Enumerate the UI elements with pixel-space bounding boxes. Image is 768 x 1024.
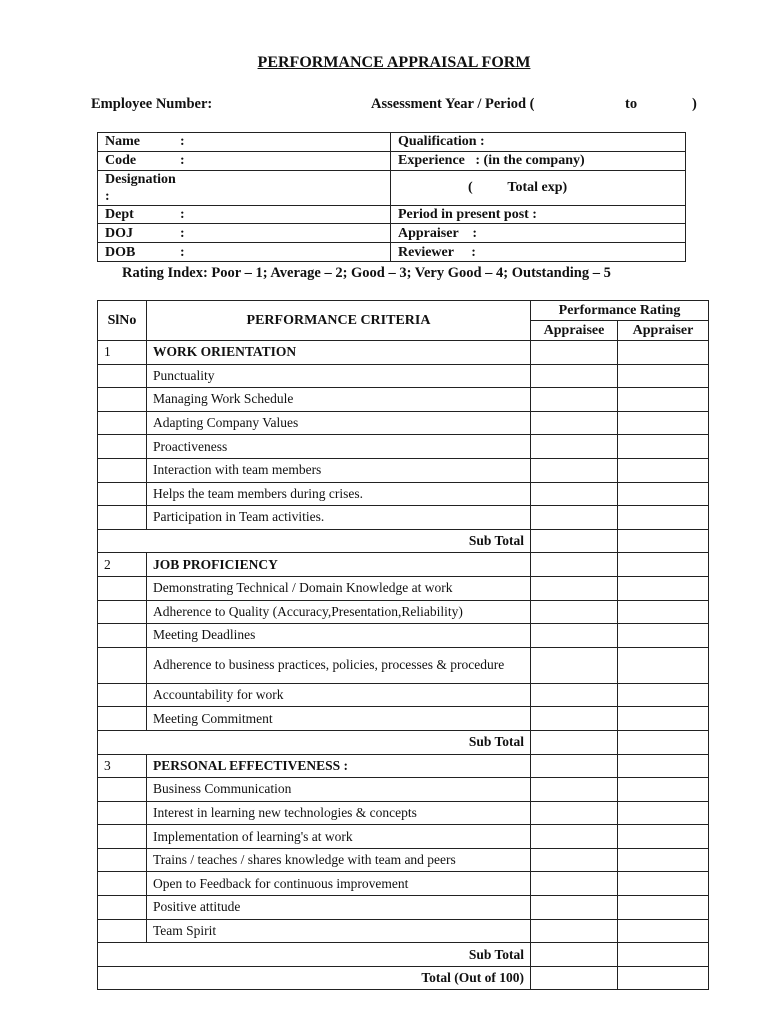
slno-cell: [98, 506, 147, 530]
appraiser-rating-cell[interactable]: [618, 919, 709, 943]
info-row: [98, 133, 686, 152]
appraisee-total-cell[interactable]: [531, 966, 618, 990]
info-left-cell[interactable]: [98, 133, 391, 152]
appraiser-rating-cell[interactable]: [618, 364, 709, 388]
slno-cell: [98, 411, 147, 435]
header-slno: SlNo: [98, 301, 147, 341]
appraisee-subtotal-cell[interactable]: [531, 529, 618, 553]
criteria-row: [98, 600, 709, 624]
info-label: Name: [105, 134, 140, 150]
appraiser-subtotal-cell[interactable]: [618, 730, 709, 754]
info-right-cell[interactable]: Qualification :: [391, 133, 686, 152]
section-name: WORK ORIENTATION: [147, 341, 531, 365]
criteria-name: Managing Work Schedule: [147, 388, 531, 412]
subtotal-label: Sub Total: [98, 730, 531, 754]
header-appraisee: Appraisee: [531, 321, 618, 341]
info-right-cell[interactable]: Reviewer :: [391, 243, 686, 262]
section-row: [98, 553, 709, 577]
section-name: JOB PROFICIENCY: [147, 553, 531, 577]
slno-cell: [98, 624, 147, 648]
appraiser-rating-cell[interactable]: [618, 388, 709, 412]
subtotal-label: Sub Total: [98, 943, 531, 967]
appraiser-rating-cell[interactable]: [618, 825, 709, 849]
appraisee-rating-cell[interactable]: [531, 388, 618, 412]
criteria-name: Implementation of learning's at work: [147, 825, 531, 849]
appraiser-rating-cell[interactable]: [618, 896, 709, 920]
period-close: ): [692, 96, 697, 112]
appraisee-rating-cell[interactable]: [531, 919, 618, 943]
info-right-cell[interactable]: ( Total exp): [391, 170, 686, 205]
appraisee-rating-cell[interactable]: [531, 825, 618, 849]
appraisee-rating-cell[interactable]: [531, 435, 618, 459]
info-row: [98, 224, 686, 243]
appraiser-rating-cell[interactable]: [618, 848, 709, 872]
appraisee-rating-cell[interactable]: [531, 553, 618, 577]
appraiser-rating-cell[interactable]: [618, 576, 709, 600]
appraiser-rating-cell[interactable]: [618, 801, 709, 825]
appraiser-subtotal-cell[interactable]: [618, 529, 709, 553]
section-row: [98, 341, 709, 365]
appraiser-rating-cell[interactable]: [618, 506, 709, 530]
criteria-row: [98, 411, 709, 435]
slno-cell: [98, 896, 147, 920]
criteria-name: Demonstrating Technical / Domain Knowledge at work: [147, 576, 531, 600]
section-number: 1: [98, 341, 147, 365]
slno-cell: [98, 458, 147, 482]
slno-cell: [98, 364, 147, 388]
period-label: Assessment Year / Period (: [371, 96, 535, 112]
slno-cell: [98, 707, 147, 731]
appraiser-rating-cell[interactable]: [618, 411, 709, 435]
appraiser-rating-cell[interactable]: [618, 482, 709, 506]
appraisee-rating-cell[interactable]: [531, 778, 618, 802]
criteria-row: [98, 435, 709, 459]
criteria-row: [98, 624, 709, 648]
criteria-row: [98, 482, 709, 506]
info-right-cell[interactable]: Experience : (in the company): [391, 151, 686, 170]
info-separator: :: [180, 244, 185, 260]
appraiser-rating-cell[interactable]: [618, 341, 709, 365]
criteria-row: [98, 825, 709, 849]
criteria-row: [98, 896, 709, 920]
appraiser-rating-cell[interactable]: [618, 647, 709, 683]
appraisee-rating-cell[interactable]: [531, 647, 618, 683]
criteria-row: [98, 707, 709, 731]
total-label: Total (Out of 100): [98, 966, 531, 990]
info-right-cell[interactable]: Period in present post :: [391, 205, 686, 224]
criteria-name: Interaction with team members: [147, 458, 531, 482]
subtotal-row: [98, 943, 709, 967]
appraiser-rating-cell[interactable]: [618, 872, 709, 896]
info-row: [98, 151, 686, 170]
criteria-name: Team Spirit: [147, 919, 531, 943]
info-label: DOB: [105, 244, 136, 260]
appraiser-rating-cell[interactable]: [618, 600, 709, 624]
info-label: Designation :: [105, 171, 176, 204]
header-criteria: PERFORMANCE CRITERIA: [147, 301, 531, 341]
appraiser-rating-cell[interactable]: [618, 707, 709, 731]
info-row: [98, 205, 686, 224]
info-left-cell[interactable]: [98, 205, 391, 224]
info-left-cell[interactable]: [98, 224, 391, 243]
appraisee-rating-cell[interactable]: [531, 364, 618, 388]
slno-cell: [98, 388, 147, 412]
criteria-row: [98, 919, 709, 943]
appraisee-rating-cell[interactable]: [531, 482, 618, 506]
criteria-row: [98, 778, 709, 802]
criteria-name: Helps the team members during crises.: [147, 482, 531, 506]
info-right-cell[interactable]: Appraiser :: [391, 224, 686, 243]
criteria-name: Adapting Company Values: [147, 411, 531, 435]
criteria-name: Interest in learning new technologies & concepts: [147, 801, 531, 825]
header-row: [98, 301, 709, 321]
appraisee-rating-cell[interactable]: [531, 683, 618, 707]
info-left-cell[interactable]: [98, 243, 391, 262]
appraisee-rating-cell[interactable]: [531, 801, 618, 825]
header-rating: Performance Rating: [531, 301, 709, 321]
criteria-name: Proactiveness: [147, 435, 531, 459]
section-row: [98, 754, 709, 778]
slno-cell: [98, 825, 147, 849]
appraisee-rating-cell[interactable]: [531, 848, 618, 872]
slno-cell: [98, 801, 147, 825]
criteria-name: Meeting Deadlines: [147, 624, 531, 648]
rating-index: Rating Index: Poor – 1; Average – 2; Good – 3; Very Good – 4; Outstanding – 5: [122, 265, 611, 281]
slno-cell: [98, 576, 147, 600]
appraisee-rating-cell[interactable]: [531, 872, 618, 896]
employee-info-table: [97, 132, 686, 262]
appraiser-rating-cell[interactable]: [618, 553, 709, 577]
appraisee-rating-cell[interactable]: [531, 411, 618, 435]
criteria-name: Punctuality: [147, 364, 531, 388]
appraiser-total-cell[interactable]: [618, 966, 709, 990]
slno-cell: [98, 848, 147, 872]
appraiser-rating-cell[interactable]: [618, 754, 709, 778]
appraisee-subtotal-cell[interactable]: [531, 730, 618, 754]
info-separator: :: [180, 153, 185, 169]
criteria-row: [98, 647, 709, 683]
slno-cell: [98, 600, 147, 624]
slno-cell: [98, 872, 147, 896]
slno-cell: [98, 778, 147, 802]
appraisee-rating-cell[interactable]: [531, 458, 618, 482]
info-row: [98, 170, 686, 205]
info-row: [98, 243, 686, 262]
employee-number-label: Employee Number:: [91, 96, 213, 112]
slno-cell: [98, 482, 147, 506]
appraiser-rating-cell[interactable]: [618, 458, 709, 482]
appraisee-subtotal-cell[interactable]: [531, 943, 618, 967]
appraisee-rating-cell[interactable]: [531, 754, 618, 778]
criteria-name: Participation in Team activities.: [147, 506, 531, 530]
criteria-name: Accountability for work: [147, 683, 531, 707]
info-label: Code: [105, 153, 137, 169]
criteria-row: [98, 801, 709, 825]
header-appraiser: Appraiser: [618, 321, 709, 341]
subtotal-label: Sub Total: [98, 529, 531, 553]
info-left-cell[interactable]: [98, 151, 391, 170]
appraiser-rating-cell[interactable]: [618, 624, 709, 648]
appraisee-rating-cell[interactable]: [531, 896, 618, 920]
period-to: to: [625, 96, 638, 112]
criteria-name: Positive attitude: [147, 896, 531, 920]
appraisee-rating-cell[interactable]: [531, 506, 618, 530]
assessment-period: [371, 96, 701, 113]
criteria-row: [98, 364, 709, 388]
criteria-name: Meeting Commitment: [147, 707, 531, 731]
info-label: Dept: [105, 206, 134, 222]
criteria-name: Business Communication: [147, 778, 531, 802]
criteria-name: Adherence to business practices, policies, processes & procedure: [147, 647, 531, 683]
slno-cell: [98, 647, 147, 683]
section-name: PERSONAL EFFECTIVENESS :: [147, 754, 531, 778]
appraisee-rating-cell[interactable]: [531, 600, 618, 624]
appraiser-rating-cell[interactable]: [618, 778, 709, 802]
info-separator: :: [180, 134, 185, 150]
criteria-name: Open to Feedback for continuous improvement: [147, 872, 531, 896]
criteria-row: [98, 576, 709, 600]
appraiser-subtotal-cell[interactable]: [618, 943, 709, 967]
subtotal-row: [98, 529, 709, 553]
appraisee-rating-cell[interactable]: [531, 341, 618, 365]
criteria-row: [98, 683, 709, 707]
info-separator: :: [180, 206, 185, 222]
subtotal-row: [98, 730, 709, 754]
criteria-row: [98, 458, 709, 482]
criteria-name: Trains / teaches / shares knowledge with team and peers: [147, 848, 531, 872]
section-number: 3: [98, 754, 147, 778]
slno-cell: [98, 683, 147, 707]
criteria-row: [98, 506, 709, 530]
appraiser-rating-cell[interactable]: [618, 435, 709, 459]
criteria-row: [98, 388, 709, 412]
performance-criteria-table: [97, 300, 709, 990]
criteria-name: Adherence to Quality (Accuracy,Presentation,Reliability): [147, 600, 531, 624]
section-number: 2: [98, 553, 147, 577]
page-title: PERFORMANCE APPRAISAL FORM: [257, 54, 531, 71]
slno-cell: [98, 919, 147, 943]
total-row: [98, 966, 709, 990]
criteria-row: [98, 848, 709, 872]
info-left-cell[interactable]: [98, 170, 391, 205]
info-separator: :: [180, 225, 185, 241]
appraisee-rating-cell[interactable]: [531, 624, 618, 648]
appraisee-rating-cell[interactable]: [531, 576, 618, 600]
appraiser-rating-cell[interactable]: [618, 683, 709, 707]
info-label: DOJ: [105, 225, 133, 241]
criteria-row: [98, 872, 709, 896]
appraisee-rating-cell[interactable]: [531, 707, 618, 731]
slno-cell: [98, 435, 147, 459]
